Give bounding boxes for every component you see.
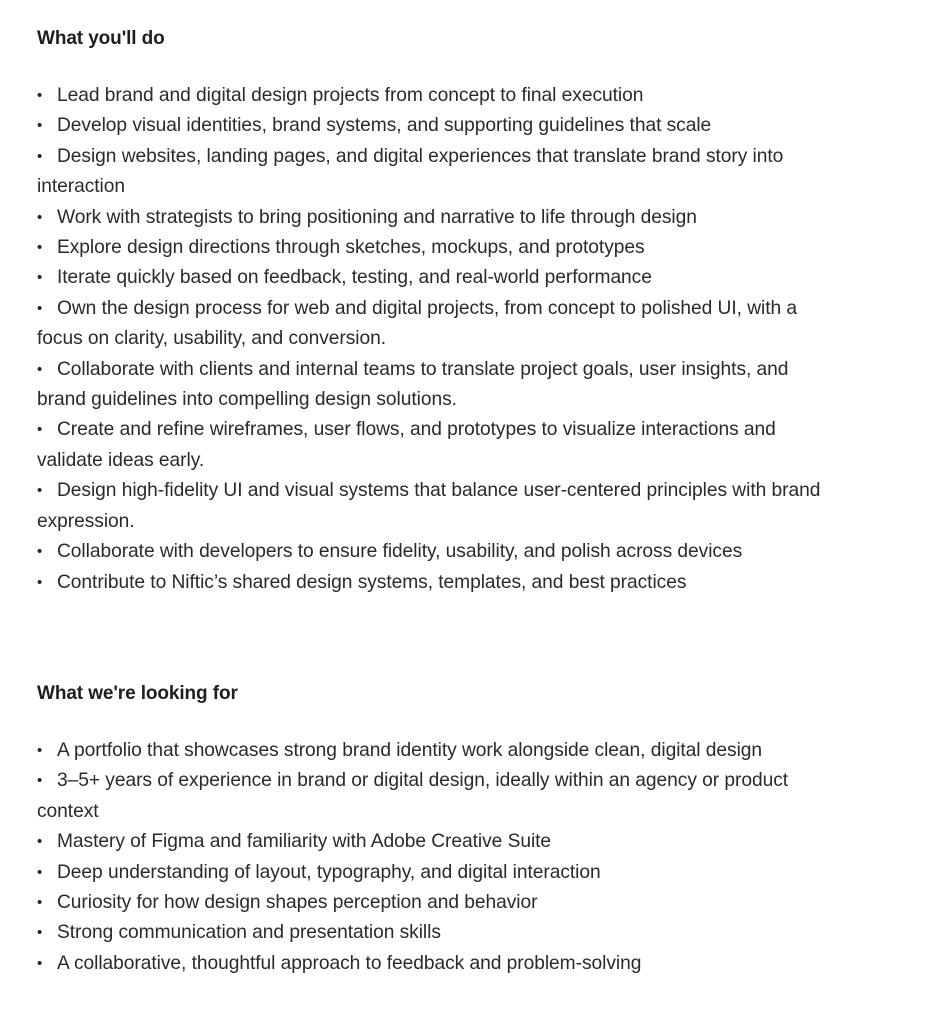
list-item (37, 918, 837, 948)
list-item-text: Design high-fidelity UI and visual systems that balance user-centered principles with brand expression. (37, 480, 821, 532)
list-item-text: Create and refine wireframes, user flows, and prototypes to visualize interactions and validate ideas early. (37, 419, 776, 471)
list-item-text: Iterate quickly based on feedback, testing, and real-world performance (57, 267, 652, 289)
list-item-text: Lead brand and digital design projects from concept to final execution (57, 85, 644, 106)
list-item (37, 888, 837, 918)
bullet-icon: • (37, 954, 43, 972)
list-item-text: Own the design process for web and digital projects, from concept to polished UI, with a focus on clarity, usability, and conversion. (37, 297, 798, 350)
responsibilities-list (37, 81, 837, 598)
list-item (37, 949, 837, 979)
list-item (37, 203, 837, 233)
list-item (37, 355, 837, 416)
list-item-text: Explore design directions through sketches, mockups, and prototypes (57, 237, 645, 259)
list-item-text: A portfolio that showcases strong brand identity work alongside clean, digital design (57, 740, 763, 761)
list-item-text: Collaborate with developers to ensure fidelity, usability, and polish across devices (57, 541, 743, 563)
list-item-text: Deep understanding of layout, typography, and digital interaction (57, 861, 601, 883)
section-what-youll-do (37, 26, 837, 598)
bullet-icon: • (37, 147, 43, 165)
bullet-icon: • (37, 894, 43, 912)
list-item-text: Curiosity for how design shapes perception and behavior (57, 892, 538, 914)
list-item-text: Design websites, landing pages, and digital experiences that translate brand story into interaction (37, 145, 784, 198)
bullet-icon: • (37, 863, 43, 881)
list-item (37, 476, 837, 537)
list-item (37, 294, 837, 355)
list-item (37, 142, 837, 203)
list-item (37, 766, 837, 827)
list-item (37, 568, 837, 598)
section-heading: What you'll do (37, 28, 165, 49)
list-item (37, 415, 837, 476)
list-item (37, 81, 837, 111)
bullet-icon: • (37, 87, 43, 104)
bullet-icon: • (37, 117, 43, 135)
list-item-text: 3–5+ years of experience in brand or digital design, ideally within an agency or product context (37, 770, 789, 822)
list-item-text: Work with strategists to bring positioning and narrative to life through design (57, 206, 697, 228)
bullet-icon: • (37, 772, 43, 790)
section-heading: What we're looking for (37, 683, 238, 704)
bullet-icon: • (37, 573, 43, 591)
list-item (37, 263, 837, 293)
list-item-text: A collaborative, thoughtful approach to feedback and problem-solving (57, 952, 642, 974)
requirements-list (37, 736, 837, 979)
bullet-icon: • (37, 742, 43, 759)
bullet-icon: • (37, 482, 43, 500)
bullet-icon: • (37, 208, 43, 226)
list-item (37, 233, 837, 263)
bullet-icon: • (37, 360, 43, 378)
list-item-text: Collaborate with clients and internal teams to translate project goals, user insights, and brand guidelines into compelling design solutions. (37, 358, 789, 411)
list-item (37, 858, 837, 888)
bullet-icon: • (37, 299, 43, 317)
bullet-icon: • (37, 833, 43, 851)
bullet-icon: • (37, 924, 43, 942)
list-item (37, 736, 837, 766)
list-item (37, 111, 837, 141)
list-item-text: Develop visual identities, brand systems, and supporting guidelines that scale (57, 115, 712, 137)
bullet-icon: • (37, 239, 43, 257)
list-item (37, 827, 837, 857)
bullet-icon: • (37, 269, 43, 287)
list-item-text: Contribute to Niftic’s shared design systems, templates, and best practices (57, 571, 687, 593)
list-item-text: Mastery of Figma and familiarity with Adobe Creative Suite (57, 831, 552, 853)
bullet-icon: • (37, 421, 43, 439)
list-item (37, 537, 837, 567)
list-item-text: Strong communication and presentation skills (57, 922, 441, 944)
section-what-were-looking-for (37, 681, 837, 979)
bullet-icon: • (37, 543, 43, 561)
